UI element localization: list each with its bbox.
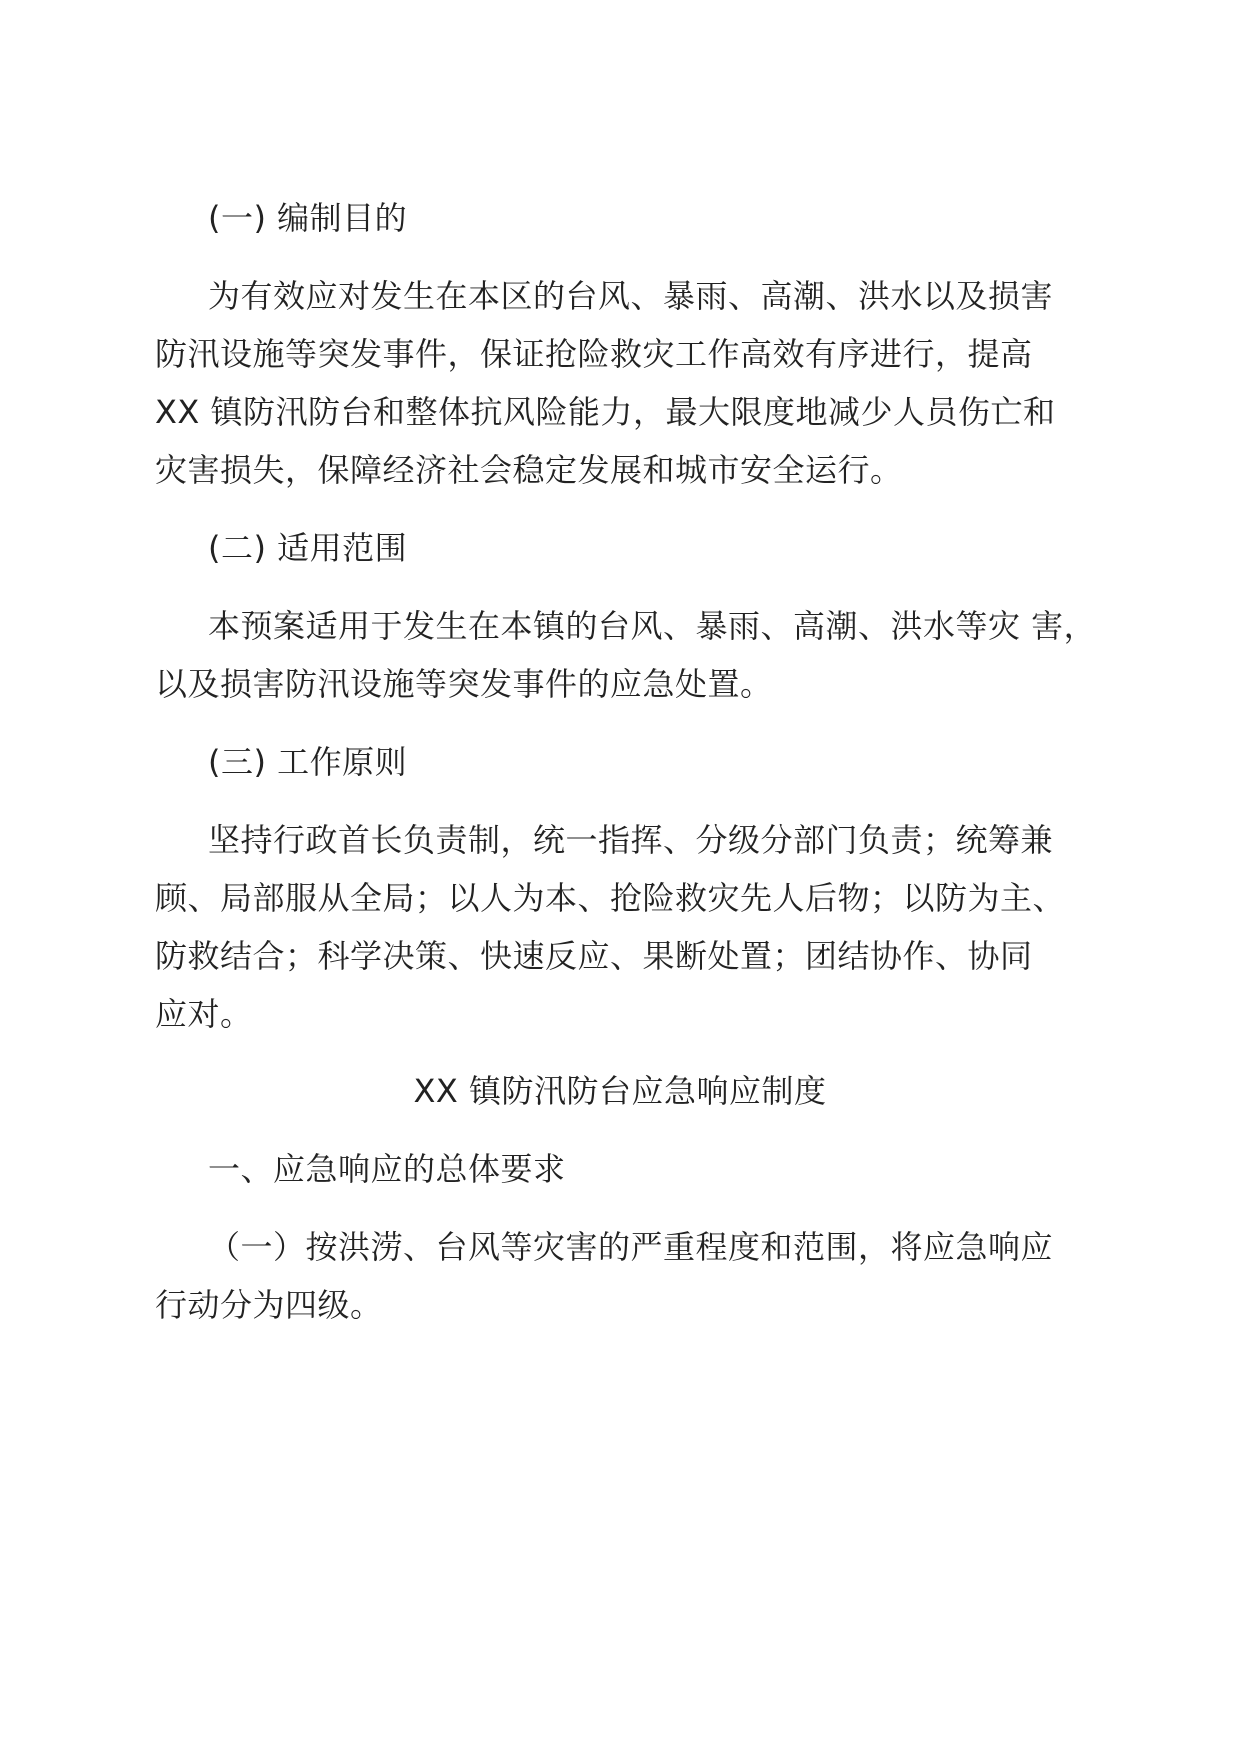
paragraph-line: 应对。	[155, 995, 253, 1033]
heading-working-principles: (三) 工作原则	[208, 743, 408, 781]
paragraph-line: 以及损害防汛设施等突发事件的应急处置。	[155, 665, 773, 703]
heading-scope: (二) 适用范围	[208, 529, 408, 567]
paragraph-line: 灾害损失，保障经济社会稳定发展和城市安全运行。	[155, 451, 903, 489]
paragraph-line: 本预案适用于发生在本镇的台风、暴雨、高潮、洪水等灾 害，	[208, 607, 1097, 645]
paragraph-line: 顾、局部服从全局；以人为本、抢险救灾先人后物；以防为主、	[155, 879, 1066, 917]
paragraph-line: XX 镇防汛防台和整体抗风险能力，最大限度地减少人员伤亡和	[155, 393, 1056, 431]
paragraph-line: 防汛设施等突发事件，保证抢险救灾工作高效有序进行，提高	[155, 335, 1033, 373]
paragraph-line: （一）按洪涝、台风等灾害的严重程度和范围，将应急响应	[208, 1228, 1054, 1266]
paragraph-line: 坚持行政首长负责制，统一指挥、分级分部门负责；统筹兼	[208, 821, 1054, 859]
heading-compilation-purpose: (一) 编制目的	[208, 199, 408, 237]
paragraph-line: 行动分为四级。	[155, 1286, 383, 1324]
section-heading: 一、应急响应的总体要求	[208, 1150, 566, 1188]
paragraph-line: 为有效应对发生在本区的台风、暴雨、高潮、洪水以及损害	[208, 277, 1054, 315]
paragraph-line: 防救结合；科学决策、快速反应、果断处置；团结协作、协同	[155, 937, 1033, 975]
document-title: XX 镇防汛防台应急响应制度	[413, 1072, 827, 1110]
